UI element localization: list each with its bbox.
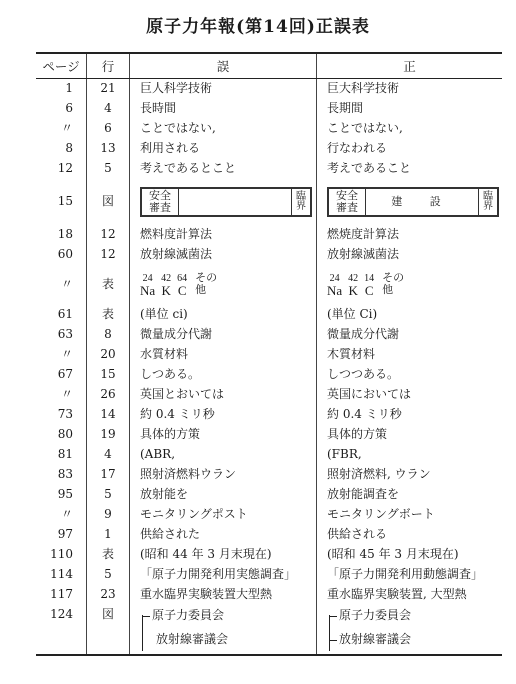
table-row xyxy=(36,485,502,505)
cell-line: 図 xyxy=(87,605,130,655)
isotope xyxy=(177,274,187,297)
cell-correct: 放射能調査を xyxy=(327,487,400,502)
cell-correct xyxy=(317,179,503,225)
table-row xyxy=(36,245,502,265)
cell-page: 60 xyxy=(36,245,87,265)
cell-line: 表 xyxy=(87,305,130,325)
cell-error: 約 0.4 ミリ秒 xyxy=(130,405,317,425)
cell-correct: 微量成分代謝 xyxy=(327,327,400,342)
isotope-symbol: C xyxy=(364,282,374,298)
cell-line: 5 xyxy=(87,485,130,505)
cell-page: 6 xyxy=(36,99,87,119)
isotope-other-text: その xyxy=(382,272,405,285)
cell-correct: しつつある。 xyxy=(327,367,400,382)
cell-line: 13 xyxy=(87,139,130,159)
cell-correct: (FBR, xyxy=(327,447,362,462)
org-connector xyxy=(142,616,150,617)
cell-correct: 約 0.4 ミリ秒 xyxy=(327,407,402,422)
isotope xyxy=(161,274,171,297)
cell-correct xyxy=(317,265,503,305)
error-isotope-list xyxy=(140,273,316,296)
cell-page: 67 xyxy=(36,365,87,385)
cell-page: 97 xyxy=(36,525,87,545)
page-title: 原子力年報(第14回)正誤表 xyxy=(146,17,370,37)
cell-error xyxy=(130,179,317,225)
isotope-other xyxy=(382,273,404,296)
cell-error xyxy=(130,605,317,655)
cell-correct xyxy=(317,605,503,655)
org-connector xyxy=(329,616,337,617)
cell-error: 具体的方策 xyxy=(130,425,317,445)
isotope-other-text: 他 xyxy=(195,284,207,296)
cell-error: 英国とおいては xyxy=(130,385,317,405)
cell-error: ことではない, xyxy=(130,119,317,139)
error-block-figure xyxy=(140,187,312,217)
figure-text: 安全 xyxy=(336,189,358,203)
cell-page: 15 xyxy=(36,179,87,225)
cell-line: 1 xyxy=(87,525,130,545)
isotope-symbol: C xyxy=(177,282,187,298)
cell-page: 61 xyxy=(36,305,87,325)
cell-correct: 重水臨界実験装置, 大型熱 xyxy=(327,587,467,602)
table-row xyxy=(36,305,502,325)
cell-correct: 具体的方策 xyxy=(327,427,388,442)
table-row xyxy=(36,179,502,225)
figure-middle-segment: 建 設 xyxy=(366,189,479,215)
cell-error: 利用される xyxy=(130,139,317,159)
cell-page: 124 xyxy=(36,605,87,655)
cell-page: 8 xyxy=(36,139,87,159)
figure-text: 界 xyxy=(483,201,493,212)
cell-error: (ABR, xyxy=(130,445,317,465)
correct-isotope-list xyxy=(327,273,502,296)
org-node: 原子力委員会 xyxy=(152,607,225,622)
cell-error: 考えであるとこと xyxy=(130,159,317,179)
org-node: 放射線審議会 xyxy=(339,631,412,646)
cell-error: 水質材料 xyxy=(130,345,317,365)
isotope-mass: 42 xyxy=(161,272,172,284)
header-page: ページ xyxy=(36,53,87,79)
cell-correct: ことではない, xyxy=(327,121,403,136)
cell-error: 燃料度計算法 xyxy=(130,225,317,245)
table-row xyxy=(36,325,502,345)
correct-org-chart xyxy=(327,607,502,653)
table-row xyxy=(36,465,502,485)
cell-error: 微量成分代謝 xyxy=(130,325,317,345)
cell-page: 95 xyxy=(36,485,87,505)
cell-page: 83 xyxy=(36,465,87,485)
table-row xyxy=(36,545,502,565)
cell-error: 放射能を xyxy=(130,485,317,505)
cell-page: 117 xyxy=(36,585,87,605)
cell-line: 15 xyxy=(87,365,130,385)
cell-page: 80 xyxy=(36,425,87,445)
cell-error: モニタリングポスト xyxy=(130,505,317,525)
table-row xyxy=(36,405,502,425)
cell-correct: 照射済燃料, ウラン xyxy=(327,467,431,482)
cell-line: 表 xyxy=(87,265,130,305)
cell-correct: モニタリングボート xyxy=(327,507,435,522)
cell-line: 表 xyxy=(87,545,130,565)
table-header-row xyxy=(36,53,502,79)
org-node: 原子力委員会 xyxy=(339,607,412,622)
cell-error: (昭和 44 年 3 月末現在) xyxy=(130,545,317,565)
cell-page: 114 xyxy=(36,565,87,585)
cell-correct: 考えであること xyxy=(327,161,412,176)
figure-text: 審査 xyxy=(336,201,358,214)
cell-correct: 放射線滅菌法 xyxy=(327,247,400,262)
cell-page: 12 xyxy=(36,159,87,179)
org-connector xyxy=(142,615,143,651)
isotope xyxy=(140,274,155,297)
cell-page: 81 xyxy=(36,445,87,465)
cell-correct: 「原子力開発利用動態調査」 xyxy=(327,567,484,582)
cell-line: 12 xyxy=(87,245,130,265)
table-row xyxy=(36,139,502,159)
cell-correct: 木質材料 xyxy=(327,347,376,362)
figure-text: 審査 xyxy=(149,201,171,214)
cell-page: 〃 xyxy=(36,265,87,305)
errata-table xyxy=(36,52,502,656)
correct-block-figure xyxy=(327,187,499,217)
figure-text: 臨 xyxy=(296,190,306,202)
cell-correct: (単位 Ci) xyxy=(327,307,378,322)
header-error: 誤 xyxy=(130,53,317,79)
table-row xyxy=(36,365,502,385)
cell-line: 26 xyxy=(87,385,130,405)
cell-line: 21 xyxy=(87,79,130,100)
header-line: 行 xyxy=(87,53,130,79)
figure-left-segment xyxy=(329,189,366,215)
table-row xyxy=(36,225,502,245)
cell-line: 5 xyxy=(87,159,130,179)
cell-correct: 巨大科学技術 xyxy=(327,81,400,96)
cell-line: 6 xyxy=(87,119,130,139)
figure-right-segment xyxy=(292,189,310,215)
cell-page: 18 xyxy=(36,225,87,245)
cell-line: 20 xyxy=(87,345,130,365)
isotope-other xyxy=(195,273,217,296)
cell-page: 73 xyxy=(36,405,87,425)
cell-correct: (昭和 45 年 3 月末現在) xyxy=(327,547,459,562)
isotope-symbol: K xyxy=(161,282,171,298)
cell-page: 110 xyxy=(36,545,87,565)
figure-right-segment xyxy=(479,189,497,215)
isotope xyxy=(348,274,358,297)
isotope-symbol: Na xyxy=(327,282,343,298)
isotope-other-text: 他 xyxy=(382,284,394,296)
cell-line: 4 xyxy=(87,99,130,119)
cell-correct: 供給される xyxy=(327,527,388,542)
cell-error: しつある。 xyxy=(130,365,317,385)
cell-correct: 長期間 xyxy=(327,101,364,116)
isotope-mass: 14 xyxy=(364,272,375,284)
cell-page: 63 xyxy=(36,325,87,345)
cell-page: 〃 xyxy=(36,345,87,365)
cell-page: 1 xyxy=(36,79,87,100)
cell-error: (単位 ci) xyxy=(130,305,317,325)
table-row xyxy=(36,385,502,405)
isotope-mass: 64 xyxy=(177,272,188,284)
cell-line: 図 xyxy=(87,179,130,225)
cell-line: 17 xyxy=(87,465,130,485)
org-connector xyxy=(329,640,337,641)
isotope-mass: 24 xyxy=(142,272,153,284)
table-row xyxy=(36,445,502,465)
cell-error: 重水臨界実験装置大型熱 xyxy=(130,585,317,605)
cell-error: 放射線滅菌法 xyxy=(130,245,317,265)
cell-error: 「原子力開発利用実態調査」 xyxy=(130,565,317,585)
table-row xyxy=(36,565,502,585)
figure-text: 臨 xyxy=(483,190,493,202)
table-row xyxy=(36,605,502,655)
cell-line: 5 xyxy=(87,565,130,585)
cell-error: 照射済燃料ウラン xyxy=(130,465,317,485)
cell-error xyxy=(130,265,317,305)
table-row xyxy=(36,159,502,179)
table-row xyxy=(36,585,502,605)
table-row xyxy=(36,99,502,119)
cell-line: 4 xyxy=(87,445,130,465)
org-connector xyxy=(329,615,330,651)
isotope-other-text: その xyxy=(195,272,218,285)
table-row xyxy=(36,425,502,445)
figure-text: 界 xyxy=(296,201,306,212)
cell-correct: 燃焼度計算法 xyxy=(327,227,400,242)
isotope-symbol: Na xyxy=(140,282,156,298)
cell-page: 〃 xyxy=(36,505,87,525)
cell-line: 14 xyxy=(87,405,130,425)
cell-line: 19 xyxy=(87,425,130,445)
isotope xyxy=(327,274,342,297)
table-row xyxy=(36,79,502,100)
table-row xyxy=(36,345,502,365)
isotope-mass: 42 xyxy=(348,272,359,284)
cell-error: 巨人科学技術 xyxy=(130,79,317,100)
cell-correct: 行なわれる xyxy=(327,141,388,156)
table-row xyxy=(36,505,502,525)
table-row xyxy=(36,525,502,545)
error-org-chart xyxy=(140,607,316,653)
header-correct: 正 xyxy=(317,53,503,79)
isotope-mass: 24 xyxy=(329,272,340,284)
cell-line: 12 xyxy=(87,225,130,245)
cell-line: 23 xyxy=(87,585,130,605)
figure-middle-segment xyxy=(179,189,292,215)
table-row xyxy=(36,119,502,139)
cell-line: 9 xyxy=(87,505,130,525)
cell-correct: 英国においては xyxy=(327,387,412,402)
isotope-symbol: K xyxy=(348,282,358,298)
cell-error: 供給された xyxy=(130,525,317,545)
cell-page: 〃 xyxy=(36,119,87,139)
figure-text: 安全 xyxy=(149,189,171,203)
cell-error: 長時間 xyxy=(130,99,317,119)
cell-line: 8 xyxy=(87,325,130,345)
figure-left-segment xyxy=(142,189,179,215)
org-node: 放射線審議会 xyxy=(156,631,229,646)
table-row xyxy=(36,265,502,305)
cell-page: 〃 xyxy=(36,385,87,405)
isotope xyxy=(364,274,374,297)
